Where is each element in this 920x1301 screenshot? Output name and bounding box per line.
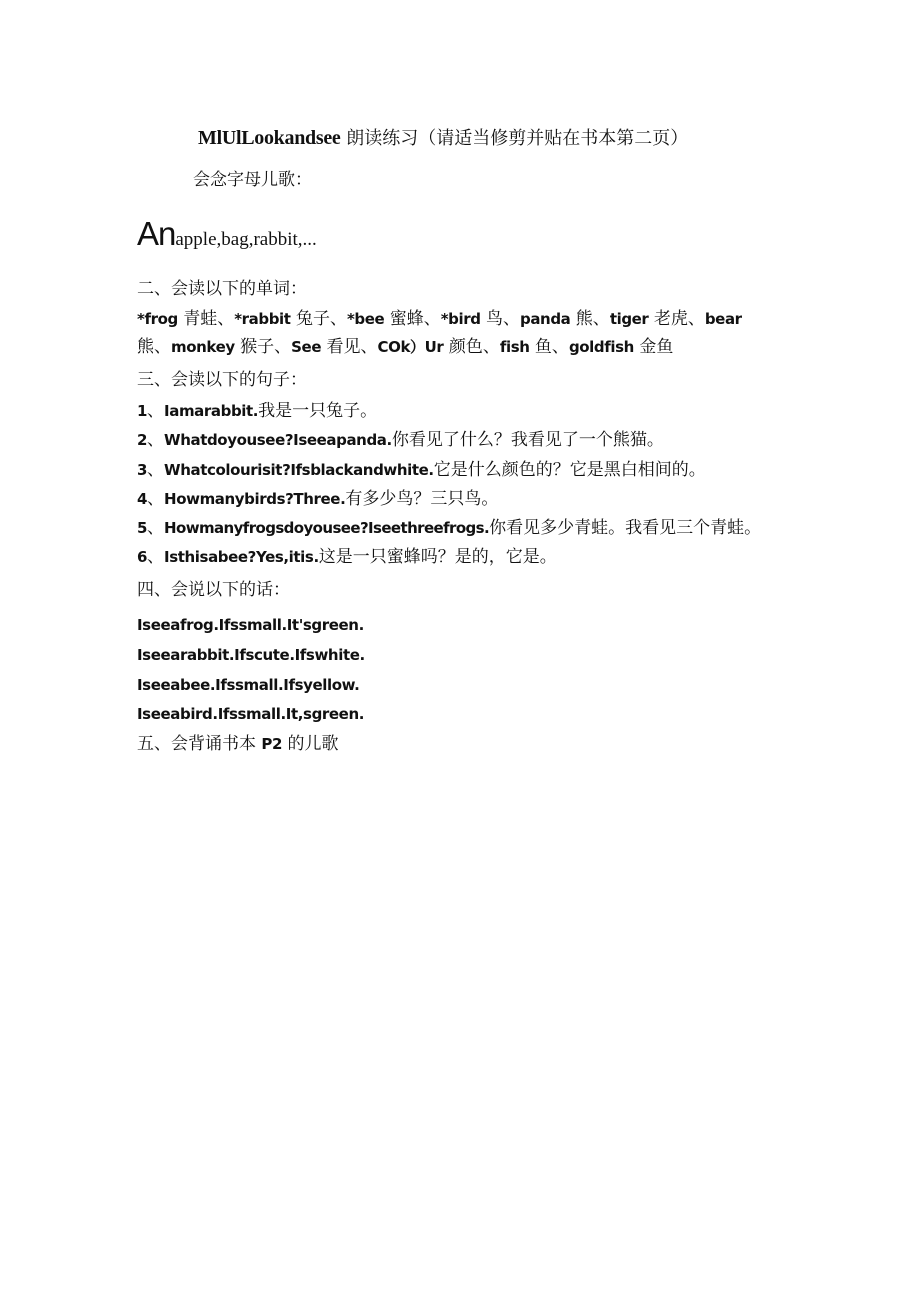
sentence-cn: 你看见了什么？我看见了一个熊猫。: [391, 430, 664, 450]
speaking-line: Iseearabbit.Ifscute.Ifswhite.: [137, 646, 365, 664]
word-en: tiger: [609, 310, 649, 328]
sentence-number: 1: [137, 402, 148, 420]
sentence-cn: 有多少鸟？三只鸟。: [345, 489, 499, 509]
word-en: bear: [704, 310, 742, 328]
sentence-cn: 我是一只兔子。: [258, 401, 378, 421]
word-cn: 兔子、: [290, 309, 347, 329]
sentence-separator: 、: [147, 430, 165, 450]
word-en: COk）Ur: [377, 338, 444, 356]
sentence-separator: 、: [147, 460, 165, 480]
word-list-line-1: [137, 308, 742, 330]
section-heading-recite: [137, 733, 338, 755]
alphabet-chant-label: 会念字母儿歌：: [193, 170, 312, 190]
recite-text-post: 的儿歌: [282, 734, 339, 754]
alphabet-chant-rest: apple,bag,rabbit,...: [175, 229, 317, 250]
speaking-line: Iseeafrog.Ifssmall.It'sgreen.: [137, 616, 364, 634]
sentence-cn: 这是一只蜜蜂吗？是的，它是。: [318, 547, 557, 567]
word-en: fish: [499, 338, 530, 356]
word-en: *rabbit: [234, 310, 291, 328]
alphabet-chant: [137, 214, 317, 260]
section-heading-words: 二、会读以下的单词：: [137, 279, 307, 299]
speaking-line: Iseeabee.Ifssmall.Ifsyellow.: [137, 676, 360, 694]
word-cn: 鸟、: [480, 309, 520, 329]
sentence-en: Whatcolourisit?Ifsblackandwhite.: [164, 461, 434, 479]
word-en: *bird: [440, 310, 481, 328]
word-cn: 鱼、: [529, 337, 569, 357]
title-chinese: 朗读练习（请适当修剪并贴在书本第二页）: [340, 128, 689, 149]
sentence-number: 2: [137, 431, 148, 449]
recite-text-pre: 五、会背诵书本: [137, 734, 262, 754]
sentence-separator: 、: [147, 489, 165, 509]
sentence-separator: 、: [147, 547, 165, 567]
word-cn: 蜜蜂、: [384, 309, 441, 329]
sentence-number: 4: [137, 490, 148, 508]
sentence-line: [137, 459, 706, 481]
sentence-line: [137, 517, 761, 539]
sentence-separator: 、: [147, 401, 165, 421]
word-cn: 青蛙、: [177, 309, 235, 329]
word-en: goldfish: [568, 338, 634, 356]
sentence-en: Iamarabbit.: [164, 402, 259, 420]
word-cn: 猴子、: [234, 337, 292, 357]
recite-page-ref: P2: [261, 735, 283, 753]
speaking-line: Iseeabird.Ifssmall.It,sgreen.: [137, 705, 365, 723]
page-title: [198, 127, 688, 150]
word-cn: 熊、: [137, 337, 171, 357]
sentence-line: [137, 400, 377, 422]
sentence-separator: 、: [147, 518, 165, 538]
word-list-line-2: [137, 336, 673, 358]
title-english: MlUlLookandsee: [198, 127, 341, 149]
sentence-en: Howmanyfrogsdoyousee?Iseethreefrogs.: [164, 519, 490, 537]
word-cn: 熊、: [570, 309, 610, 329]
alphabet-chant-big: An: [137, 215, 176, 252]
word-en: panda: [520, 310, 571, 328]
sentence-cn: 它是什么颜色的？它是黑白相间的。: [433, 460, 706, 480]
word-en: *frog: [137, 310, 178, 328]
sentence-en: Howmanybirds?Three.: [164, 490, 346, 508]
word-cn: 老虎、: [648, 309, 705, 329]
word-en: See: [291, 338, 322, 356]
word-cn: 颜色、: [443, 337, 500, 357]
sentence-number: 6: [137, 548, 148, 566]
sentence-number: 5: [137, 519, 148, 537]
sentence-line: [137, 429, 664, 451]
word-en: monkey: [171, 338, 235, 356]
sentence-cn: 你看见多少青蛙。我看见三个青蛙。: [489, 518, 762, 538]
sentence-en: Whatdoyousee?Iseeapanda.: [164, 431, 392, 449]
sentence-line: [137, 546, 557, 568]
word-cn: 金鱼: [633, 337, 674, 357]
word-en: *bee: [346, 310, 385, 328]
section-heading-speaking: 四、会说以下的话：: [137, 580, 290, 600]
sentence-number: 3: [137, 461, 148, 479]
section-heading-sentences: 三、会读以下的句子：: [137, 370, 307, 390]
word-cn: 看见、: [321, 337, 378, 357]
sentence-line: [137, 488, 498, 510]
sentence-en: Isthisabee?Yes,itis.: [164, 548, 319, 566]
